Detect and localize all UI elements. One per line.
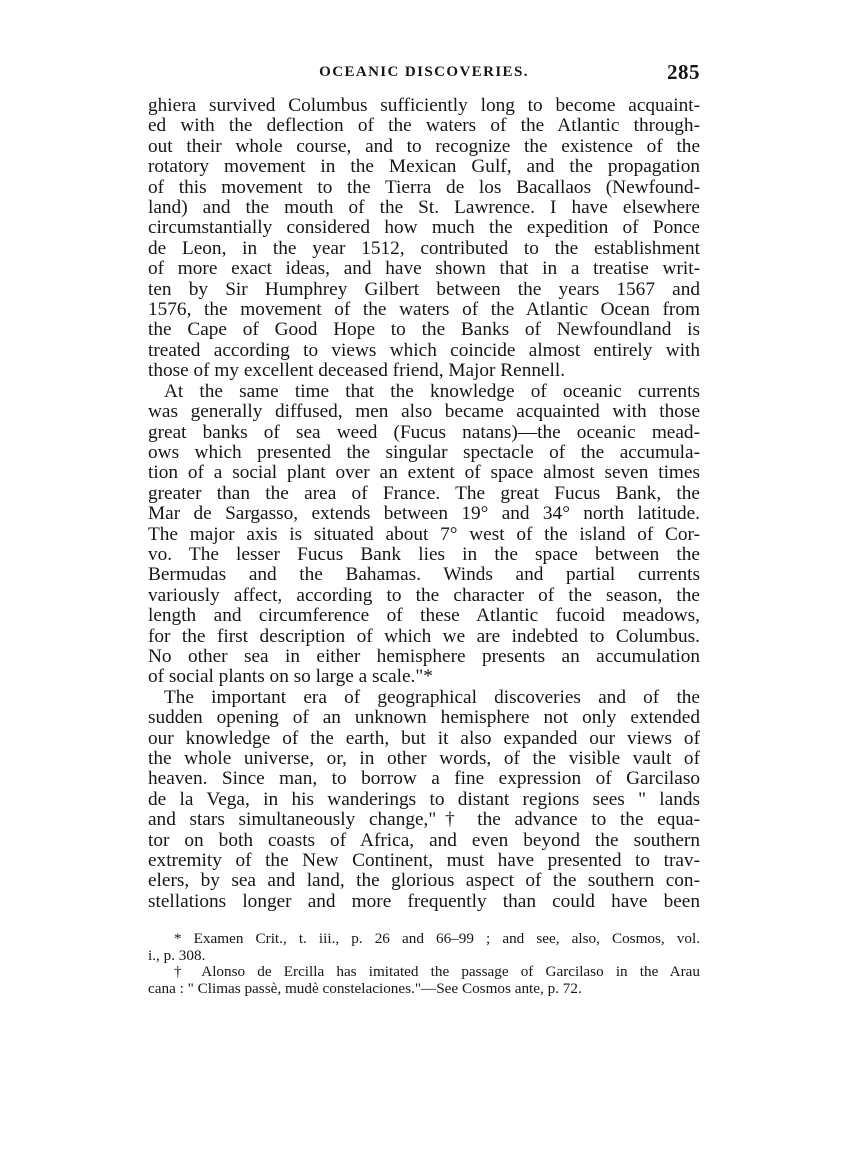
text-line: vo. The lesser Fucus Bank lies in the space between the (148, 543, 700, 565)
footnotes (148, 931, 700, 997)
text-line: length and circumference of these Atlantic fucoid meadows, (148, 605, 700, 627)
text-line: great banks of sea weed (Fucus natans)—the oceanic mead- (148, 421, 700, 443)
text-line: heaven. Since man, to borrow a fine expression of Garcilaso (148, 768, 700, 790)
text-line: of social plants on so large a scale."* (148, 666, 433, 688)
text-line: rotatory movement in the Mexican Gulf, and the propagation (148, 156, 700, 178)
text-line: stellations longer and more frequently than could have been (148, 890, 700, 912)
running-head: OCEANIC DISCOVERIES. (319, 64, 529, 80)
text-line: our knowledge of the earth, but it also expanded our views of (148, 727, 700, 749)
footnote (148, 964, 700, 997)
text-line: the whole universe, or, in other words, of the visible vault of (148, 748, 700, 769)
text-line: The important era of geographical discoveries and of the (164, 686, 700, 708)
text-line: ten by Sir Humphrey Gilbert between the years 1567 and (148, 278, 700, 300)
paragraph (148, 96, 700, 382)
text-line: those of my excellent deceased friend, Major Rennell. (148, 360, 566, 382)
paragraph (148, 382, 700, 688)
text-line: the Cape of Good Hope to the Banks of Newfoundland is (148, 319, 700, 341)
footnote-line: cana : " Climas passè, mudè constelaciones."—See Cosmos ante, p. 72. (148, 980, 582, 998)
text-line: ghiera survived Columbus sufficiently long to become acquaint- (148, 95, 700, 116)
footnote-line: i., p. 308. (148, 946, 206, 964)
text-line: of more exact ideas, and have shown that in a treatise writ- (148, 258, 700, 280)
book-page (148, 58, 700, 998)
page-number: 285 (667, 60, 700, 84)
text-line: ed with the deflection of the waters of the Atlantic through- (148, 115, 700, 137)
text-line: out their whole course, and to recognize the existence of the (148, 135, 700, 157)
footnote (148, 931, 700, 964)
text-line: Mar de Sargasso, extends between 19° and 34° north latitude. (148, 503, 700, 525)
text-line: extremity of the New Continent, must have presented to trav- (148, 850, 700, 872)
text-line: 1576, the movement of the waters of the Atlantic Ocean from (148, 299, 700, 321)
text-line: de la Vega, in his wanderings to distant regions sees " lands (148, 788, 700, 810)
text-line: No other sea in either hemisphere presents an accumulation (148, 645, 700, 667)
text-line: At the same time that the knowledge of oceanic currents (164, 380, 700, 402)
text-line: de Leon, in the year 1512, contributed to the establishment (148, 237, 700, 259)
text-line: tion of a social plant over an extent of space almost seven times (148, 462, 700, 484)
text-line: sudden opening of an unknown hemisphere not only extended (148, 707, 700, 729)
footnote-line: * Examen Crit., t. iii., p. 26 and 66–99 ; and see, also, Cosmos, vol. (174, 930, 700, 948)
text-line: tor on both coasts of Africa, and even beyond the southern (148, 829, 700, 851)
body-text (148, 96, 700, 912)
text-line: and stars simultaneously change,"† the advance to the equa- (148, 809, 700, 831)
text-line: was generally diffused, men also became acquainted with those (148, 401, 700, 423)
text-line: variously affect, according to the character of the season, the (148, 584, 700, 606)
text-line: Bermudas and the Bahamas. Winds and partial currents (148, 564, 700, 586)
text-line: elers, by sea and land, the glorious aspect of the southern con- (148, 870, 700, 892)
text-line: greater than the area of France. The great Fucus Bank, the (148, 482, 700, 504)
footnote-line: † Alonso de Ercilla has imitated the passage of Garcilaso in the Arau (174, 963, 700, 981)
text-line: for the first description of which we are indebted to Columbus. (148, 625, 700, 647)
text-line: of this movement to the Tierra de los Bacallaos (Newfound- (148, 176, 700, 198)
text-line: The major axis is situated about 7° west of the island of Cor- (148, 523, 700, 545)
paragraph (148, 688, 700, 912)
text-line: treated according to views which coincide almost entirely with (148, 339, 700, 361)
text-line: circumstantially considered how much the expedition of Ponce (148, 217, 700, 239)
page-header (148, 58, 700, 92)
text-line: land) and the mouth of the St. Lawrence. I have elsewhere (148, 197, 700, 219)
text-line: ows which presented the singular spectacle of the accumula- (148, 441, 700, 463)
